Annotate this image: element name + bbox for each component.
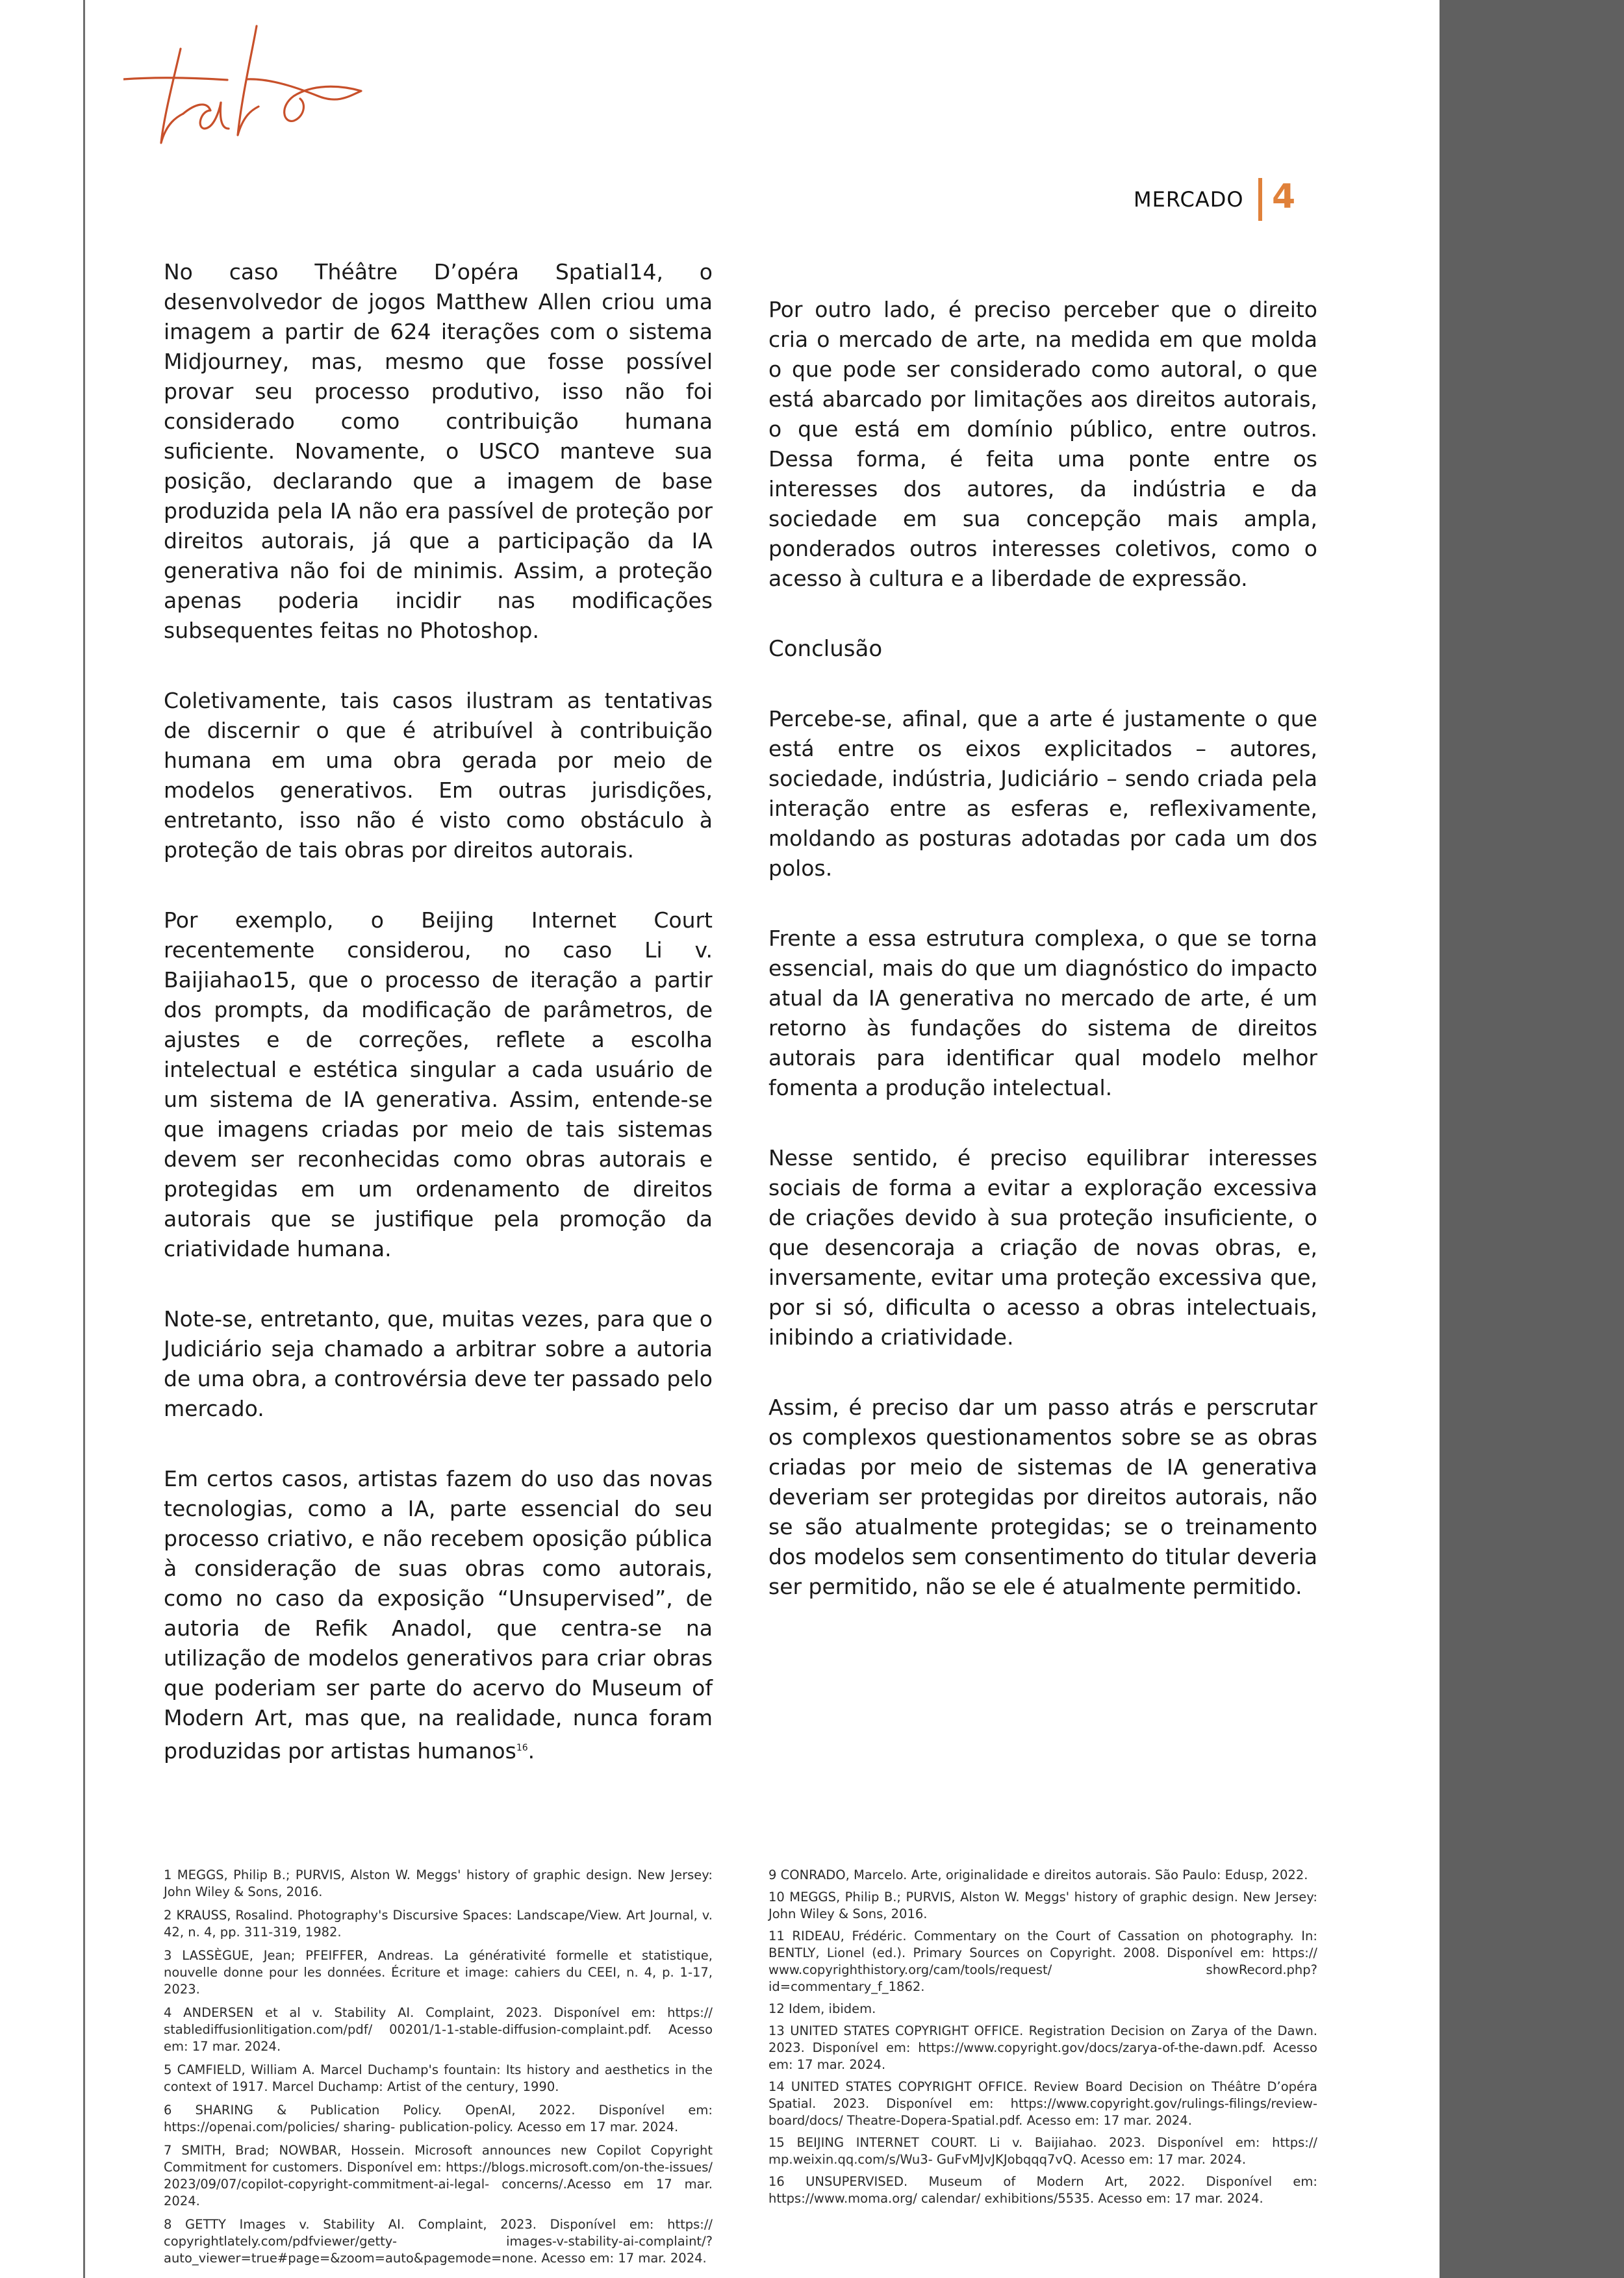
logo-lettering: tato xyxy=(123,19,125,20)
paragraph: Percebe-se, afinal, que a arte é justamente o que está entre os eixos explicitados – autores, sociedade, indústria, Judiciário – sendo criada pela interação entre as esferas e, reflexivamente, moldando as posturas adotadas por cada um dos polos. xyxy=(768,706,1317,881)
paragraph: Frente a essa estrutura complexa, o que se torna essencial, mais do que um diagnóstico do impacto atual da IA generativa no mercado de arte, é um retorno às fundações do sistema de direitos autorais para identificar qual modelo melhor fomenta a produção intelectual. xyxy=(768,926,1317,1100)
footnote: 6 SHARING & Publication Policy. OpenAI, 2022. Disponível em: https://openai.com/policies/ sharing- publication-policy. Acesso em 17 mar. 2024. xyxy=(164,2103,713,2134)
header-accent-bar xyxy=(1258,178,1262,221)
paragraph: Nesse sentido, é preciso equilibrar interesses sociais de forma a evitar a exploração excessiva de criações devido à sua proteção insuficiente, o que desencoraja a criação de novas obras, e, inversamente, evitar uma proteção excessiva que, por si só, dificulta o acesso a obras intelectuais, inibindo a criatividade. xyxy=(768,1145,1317,1350)
left-column xyxy=(164,257,713,1766)
right-gray-band xyxy=(1440,0,1624,2278)
footnote: 14 UNITED STATES COPYRIGHT OFFICE. Review Board Decision on Théâtre D’opéra Spatial. 2023. Disponível em: https://www.copyright.gov/rulings-filings/review-board/docs/ Theatre-Dopera-Spatial.pdf. Acesso em: 17 mar. 2024. xyxy=(768,2079,1317,2128)
paragraph-text: Em certos casos, artistas fazem do uso das novas tecnologias, como a IA, parte essencial do seu processo criativo, e não recebem oposição pública à consideração de suas obras como autorais, como no caso da exposição “Unsupervised”, de autoria de Refik Anadol, que centra-se na utilização de modelos generativos para criar obras que poderiam ser parte do acervo do Museum of Modern Art, mas que, na realidade, nunca foram produzidas por artistas humanos xyxy=(164,1466,713,1764)
paragraph: Por outro lado, é preciso perceber que o direito cria o mercado de arte, na medida em que molda o que pode ser considerado como autoral, o que está abarcado por limitações aos direitos autorais, o que está em domínio público, entre outros. Dessa forma, é feita uma ponte entre os interesses dos autores, da indústria e da sociedade em sua concepção mais ampla, ponderados outros interesses coletivos, como o acesso à cultura e a liberdade de expressão. xyxy=(768,297,1317,591)
right-column xyxy=(768,295,1317,1602)
paragraph: Coletivamente, tais casos ilustram as tentativas de discernir o que é atribuível à contribuição humana em uma obra gerada por meio de modelos generativos. Em outras jurisdições, entretanto, isso não é visto como obstáculo à proteção de tais obras por direitos autorais. xyxy=(164,688,713,863)
section-heading: Conclusão xyxy=(768,636,883,662)
footnote: 10 MEGGS, Philip B.; PURVIS, Alston W. Meggs' history of graphic design. New Jersey: John Wiley & Sons, 2016. xyxy=(768,1890,1317,1921)
left-margin-rule xyxy=(0,0,85,2278)
footnote: 11 RIDEAU, Frédéric. Commentary on the Court of Cassation on photography. In: BENTLY, Lionel (ed.). Primary Sources on Copyright. 2008. Disponível em: https:// www.copyrighthistory.org/cam/tools/request/ showRecord.php?id=commentary_f_1862. xyxy=(768,1929,1317,1994)
footnote: 8 GETTY Images v. Stability AI. Complaint, 2023. Disponível em: https:// copyrightlately.com/pdfviewer/getty- images-v-stability-ai-complaint/? auto_viewer=true#page=&zoom=auto&pagemode=none. Acesso em: 17 mar. 2024. xyxy=(164,2217,713,2266)
tato-logo xyxy=(123,19,383,162)
footnotes-right xyxy=(768,1867,1317,2212)
tato-logo-icon xyxy=(123,19,383,162)
footnote: 1 MEGGS, Philip B.; PURVIS, Alston W. Meggs' history of graphic design. New Jersey: John Wiley & Sons, 2016. xyxy=(164,1867,713,1899)
footnotes-left xyxy=(164,1867,713,2273)
footnote: 9 CONRADO, Marcelo. Arte, originalidade e direitos autorais. São Paulo: Edusp, 2022. xyxy=(768,1867,1308,1882)
section-label: MERCADO xyxy=(1134,187,1244,212)
footnote: 2 KRAUSS, Rosalind. Photography's Discursive Spaces: Landscape/View. Art Journal, v. 42, n. 4, pp. 311-319, 1982. xyxy=(164,1908,713,1940)
footnote: 4 ANDERSEN et al v. Stability AI. Complaint, 2023. Disponível em: https:// stablediffusionlitigation.com/pdf/ 00201/1-1-stable-diffusion-complaint.pdf. Acesso em: 17 mar. 2024. xyxy=(164,2005,713,2054)
footnote: 15 BEIJING INTERNET COURT. Li v. Baijiahao. 2023. Disponível em: https:// mp.weixin.qq.com/s/Wu3- GuFvMJvJKJobqqq7vQ. Acesso em: 17 mar. 2024. xyxy=(768,2135,1317,2167)
page-number: 4 xyxy=(1272,177,1296,216)
footnote: 7 SMITH, Brad; NOWBAR, Hossein. Microsoft announces new Copilot Copyright Commitment for customers. Disponível em: https://blogs.microsoft.com/on-the-issues/ 2023/09/07/copilot-copyright-commitment-ai-legal- concerns/.Acesso em 17 mar. 2024. xyxy=(164,2143,713,2208)
footnote: 3 LASSÈGUE, Jean; PFEIFFER, Andreas. La générativité formelle et statistique, nouvelle donne pour les données. Écriture et image: cahiers du CEEI, n. 4, p. 1-17, 2023. xyxy=(164,1948,713,1997)
paragraph xyxy=(164,1464,713,1766)
paragraph: Note-se, entretanto, que, muitas vezes, para que o Judiciário seja chamado a arbitrar sobre a autoria de uma obra, a controvérsia deve ter passado pelo mercado. xyxy=(164,1306,713,1421)
footnote: 12 Idem, ibidem. xyxy=(768,2001,876,2016)
paragraph-end: . xyxy=(527,1738,535,1764)
footnote: 5 CAMFIELD, William A. Marcel Duchamp's fountain: Its history and aesthetics in the context of 1917. Marcel Duchamp: Artist of the century, 1990. xyxy=(164,2062,713,2094)
paragraph: Por exemplo, o Beijing Internet Court recentemente considerou, no caso Li v. Baijiahao15, que o processo de iteração a partir dos prompts, da modificação de parâmetros, de ajustes e de correções, reflete a escolha intelectual e estética singular a cada usuário de um sistema de IA generativa. Assim, entende-se que imagens criadas por meio de tais sistemas devem ser reconhecidas como obras autorais e protegidas em um ordenamento de direitos autorais que se justifique pela promoção da criatividade humana. xyxy=(164,907,713,1261)
footnote: 16 UNSUPERVISED. Museum of Modern Art, 2022. Disponível em: https://www.moma.org/ calendar/ exhibitions/5535. Acesso em: 17 mar. 2024. xyxy=(768,2174,1317,2206)
paragraph: No caso Théâtre D’opéra Spatial14, o desenvolvedor de jogos Matthew Allen criou uma imagem a partir de 624 iterações com o sistema Midjourney, mas, mesmo que fosse possível provar seu processo produtivo, isso não foi considerado como contribuição humana suficiente. Novamente, o USCO manteve sua posição, declarando que a imagem de base produzida pela IA não era passível de proteção por direitos autorais, já que a participação da IA generativa não foi de minimis. Assim, a proteção apenas poderia incidir nas modificações subsequentes feitas no Photoshop. xyxy=(164,259,713,643)
footnote: 13 UNITED STATES COPYRIGHT OFFICE. Registration Decision on Zarya of the Dawn. 2023. Disponível em: https://www.copyright.gov/docs/zarya-of-the-dawn.pdf. Acesso em: 17 mar. 2024. xyxy=(768,2023,1317,2072)
footnote-ref[interactable]: 16 xyxy=(516,1743,528,1753)
paragraph: Assim, é preciso dar um passo atrás e perscrutar os complexos questionamentos sobre se as obras criadas por meio de sistemas de IA generativa deveriam ser protegidas por direitos autorais, não se são atualmente protegidas; se o treinamento dos modelos sem consentimento do titular deveria ser permitido, não se ele é atualmente permitido. xyxy=(768,1395,1317,1599)
